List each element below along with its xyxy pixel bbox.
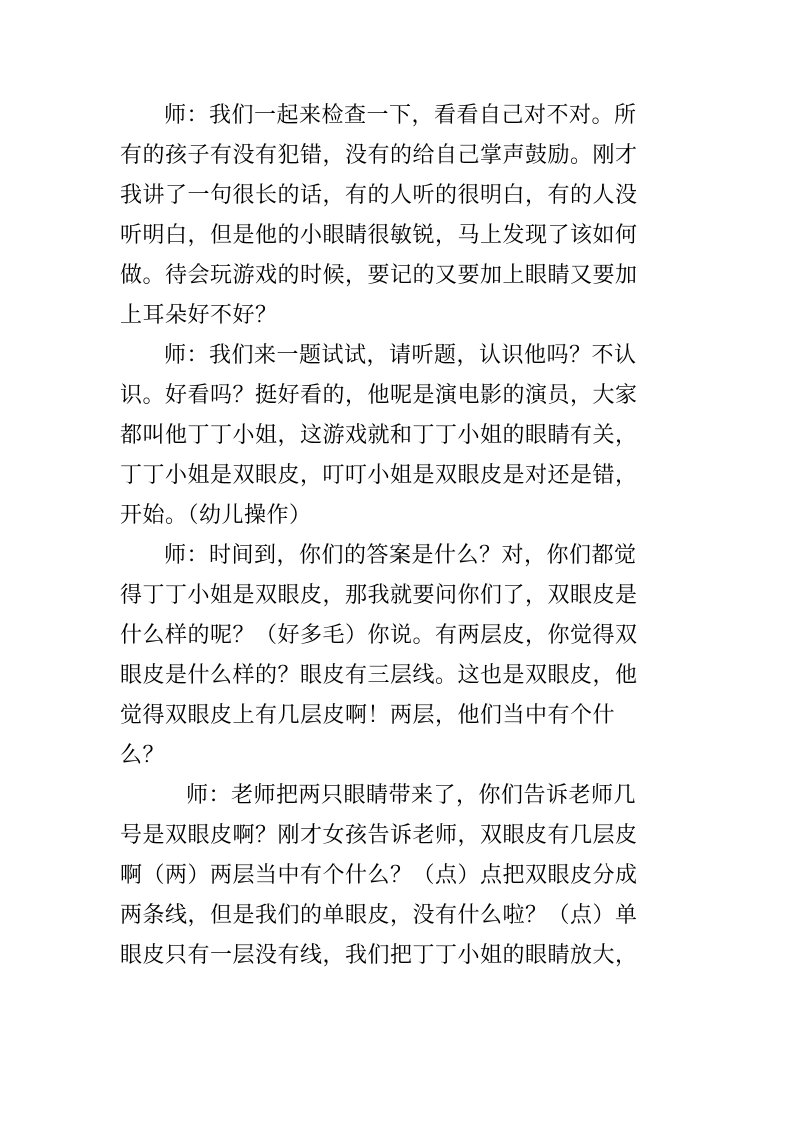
text-line: 觉得双眼皮上有几层皮啊！两层，他们当中有个什 xyxy=(120,703,616,728)
text-line: 做。待会玩游戏的时候，要记的又要加上眼睛又要加 xyxy=(120,263,638,288)
paragraph-2 xyxy=(120,336,680,536)
document-body xyxy=(120,96,680,976)
text-line: 两条线，但是我们的单眼皮，没有什么啦？（点）单 xyxy=(120,903,638,928)
text-line: 丁丁小姐是双眼皮，叮叮小姐是双眼皮是对还是错， xyxy=(120,463,638,488)
text-line: 什么样的呢？（好多毛）你说。有两层皮，你觉得双 xyxy=(120,623,638,648)
text-line: 开始。（幼儿操作） xyxy=(120,503,312,528)
text-line: 得丁丁小姐是双眼皮，那我就要问你们了，双眼皮是 xyxy=(120,583,638,608)
text-line: 师：我们一起来检查一下，看看自己对不对。所 xyxy=(164,103,637,128)
text-line: 有的孩子有没有犯错，没有的给自己掌声鼓励。刚才 xyxy=(120,143,638,168)
text-line: 号是双眼皮啊？刚才女孩告诉老师，双眼皮有几层皮 xyxy=(120,823,638,848)
text-line: 么？ xyxy=(120,743,166,768)
text-line: 我讲了一句很长的话，有的人听的很明白，有的人没 xyxy=(120,183,638,208)
text-line: 识。好看吗？挺好看的，他呢是演电影的演员，大家 xyxy=(120,383,638,408)
text-line: 听明白，但是他的小眼睛很敏锐，马上发现了该如何 xyxy=(120,223,638,248)
text-line: 眼皮只有一层没有线，我们把丁丁小姐的眼睛放大， xyxy=(120,943,638,968)
paragraph-4 xyxy=(120,776,680,976)
text-line: 眼皮是什么样的？眼皮有三层线。这也是双眼皮，他 xyxy=(120,663,638,688)
text-line: 师：我们来一题试试，请听题，认识他吗？不认 xyxy=(164,343,637,368)
text-line: 都叫他丁丁小姐，这游戏就和丁丁小姐的眼睛有关， xyxy=(120,423,638,448)
text-line: 师：时间到，你们的答案是什么？对，你们都觉 xyxy=(164,543,637,568)
text-line: 师：老师把两只眼睛带来了，你们告诉老师几 xyxy=(186,783,637,808)
text-line: 啊（两）两层当中有个什么？（点）点把双眼皮分成 xyxy=(120,863,638,888)
paragraph-3 xyxy=(120,536,680,776)
text-line: 上耳朵好不好？ xyxy=(120,303,278,328)
paragraph-1 xyxy=(120,96,680,336)
